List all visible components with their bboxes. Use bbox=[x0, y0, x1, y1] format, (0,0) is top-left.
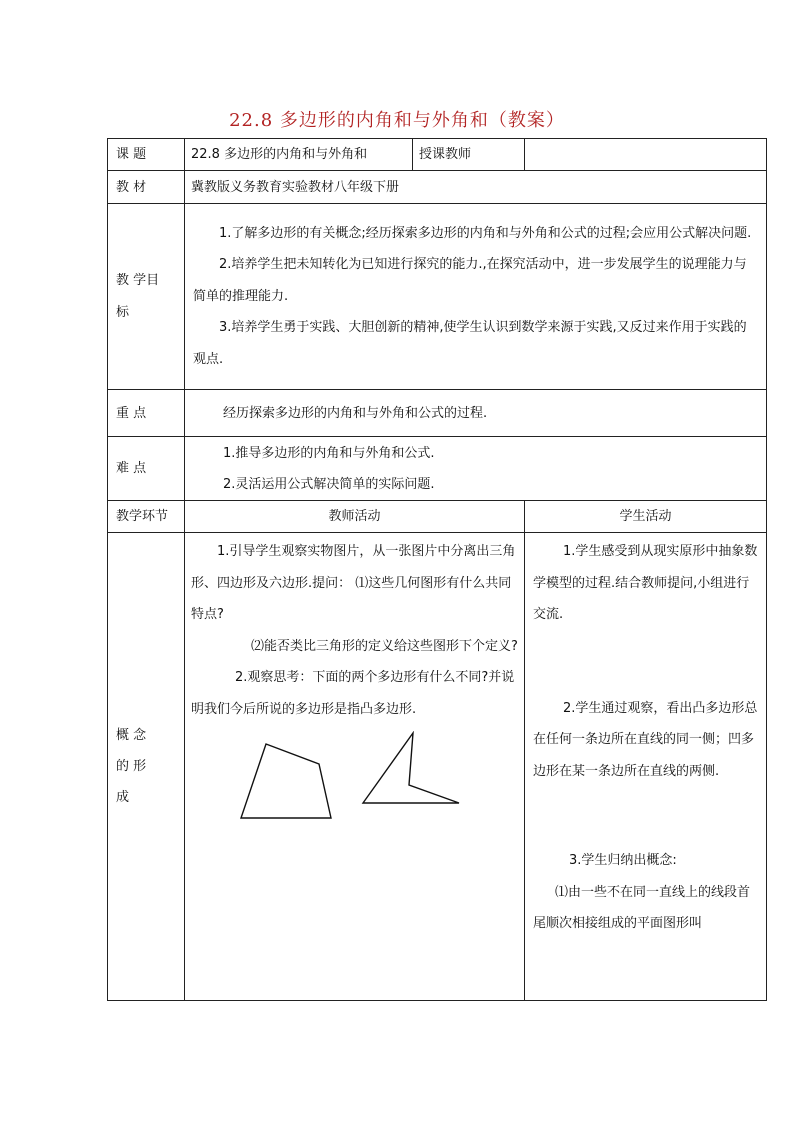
row-section-header bbox=[108, 501, 767, 533]
objectives-label-line2: 标 bbox=[116, 304, 130, 320]
difficult-item: 1.推导多边形的内角和与外角和公式. bbox=[223, 445, 435, 461]
teacher-value bbox=[525, 139, 767, 171]
objectives-content bbox=[185, 204, 767, 390]
student-activity-paragraph: 1.学生感受到从现实原形中抽象数学模型的过程.结合教师提问,小组进行交流. bbox=[533, 544, 758, 622]
student-activity-paragraph: 2.学生通过观察，看出凸多边形总在任何一条边所在直线的同一侧；凹多边形在某一条边所在直线的两侧. bbox=[533, 700, 758, 779]
topic-value: 22.8 多边形的内角和与外角和 bbox=[185, 139, 413, 171]
lesson-plan-table bbox=[107, 138, 767, 1001]
teacher-activity-paragraph: 1.引导学生观察实物图片，从一张图片中分离出三角形、四边形及六边形.提问： ⑴这些几何图形有什么共同特点? bbox=[191, 544, 516, 622]
student-activity-paragraph: 3.学生归纳出概念: bbox=[569, 853, 677, 868]
spacer bbox=[533, 631, 758, 693]
row-concept-formation bbox=[108, 533, 767, 1001]
row-textbook bbox=[108, 171, 767, 204]
spacer bbox=[533, 787, 758, 845]
topic-label: 课 题 bbox=[108, 139, 185, 171]
row-objectives bbox=[108, 204, 767, 390]
key-point-value: 经历探索多边形的内角和与外角和公式的过程. bbox=[185, 390, 767, 437]
textbook-label: 教 材 bbox=[108, 171, 185, 204]
concept-label-line2: 的 形 bbox=[116, 759, 147, 774]
concept-label-line1: 概 念 bbox=[116, 728, 147, 743]
row-topic bbox=[108, 139, 767, 171]
row-key-point bbox=[108, 390, 767, 437]
difficult-point-content bbox=[185, 437, 767, 501]
difficult-item: 2.灵活运用公式解决简单的实际问题. bbox=[223, 476, 435, 492]
teacher-activity-paragraph: 2.观察思考：下面的两个多边形有什么不同?并说明我们今后所说的多边形是指凸多边形. bbox=[191, 670, 515, 717]
header-student-activity: 学生活动 bbox=[525, 501, 767, 533]
textbook-value: 冀教版义务教育实验教材八年级下册 bbox=[185, 171, 767, 204]
objective-item: 2.培养学生把未知转化为已知进行探究的能力.,在探究活动中，进一步发展学生的说理能力与简单的推理能力. bbox=[193, 257, 747, 304]
key-point-label: 重 点 bbox=[108, 390, 185, 437]
concept-label-line3: 成 bbox=[116, 790, 130, 805]
objective-item: 3.培养学生勇于实践、大胆创新的精神,使学生认识到数学来源于实践,又反过来作用于实践的观点. bbox=[193, 320, 747, 367]
concave-quadrilateral bbox=[363, 733, 459, 803]
teacher-activity-cell bbox=[185, 533, 525, 1001]
polygon-figures bbox=[191, 731, 521, 843]
teacher-activity-paragraph: ⑵能否类比三角形的定义给这些图形下个定义? bbox=[251, 638, 518, 654]
objectives-label bbox=[108, 204, 185, 390]
header-stage: 教学环节 bbox=[108, 501, 185, 533]
header-teacher-activity: 教师活动 bbox=[185, 501, 525, 533]
student-activity-paragraph: ⑴由一些不在同一直线上的线段首尾顺次相接组成的平面图形叫 bbox=[533, 884, 751, 931]
row-difficult-point bbox=[108, 437, 767, 501]
difficult-point-label: 难 点 bbox=[108, 437, 185, 501]
concept-label bbox=[108, 533, 185, 1001]
document-title: 22.8 多边形的内角和与外角和（教案） bbox=[229, 110, 565, 131]
objective-item: 1.了解多边形的有关概念;经历探索多边形的内角和与外角和公式的过程;会应用公式解决问题. bbox=[219, 225, 752, 241]
teacher-label: 授课教师 bbox=[413, 139, 525, 171]
student-activity-cell bbox=[525, 533, 767, 1001]
objectives-label-line1: 教 学目 bbox=[116, 272, 160, 288]
convex-quadrilateral bbox=[241, 744, 331, 818]
